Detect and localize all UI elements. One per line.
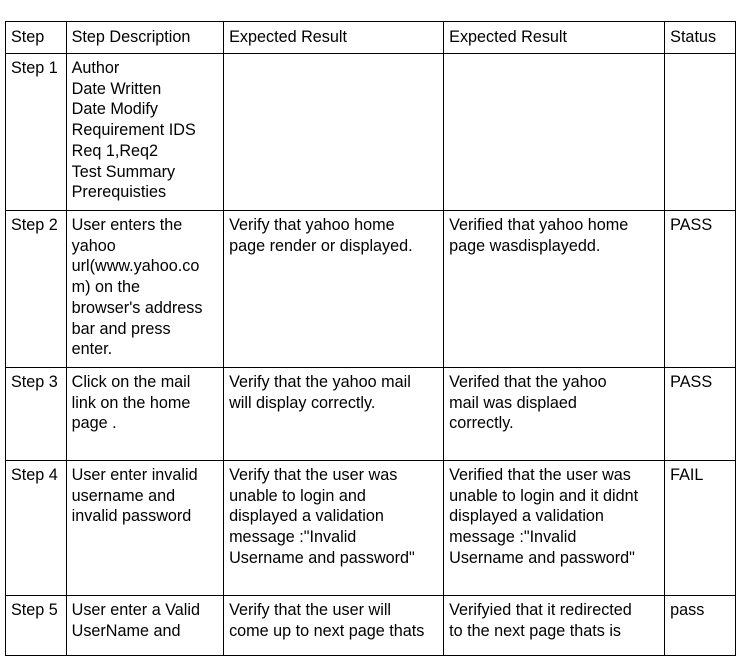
table-row-step-4 — [6, 461, 736, 596]
actual-cell — [444, 54, 665, 211]
test-case-table — [5, 21, 736, 656]
actual-cell: Verifyied that it redirected to the next page thats is — [444, 596, 665, 656]
expected-cell: Verify that yahoo home page render or displayed. — [224, 211, 444, 368]
expected-cell: Verify that the user will come up to next page thats — [224, 596, 444, 656]
step-cell: Step 2 — [6, 211, 67, 368]
table-row-step-3 — [6, 368, 736, 461]
step-cell: Step 4 — [6, 461, 67, 596]
step-cell: Step 5 — [6, 596, 67, 656]
status-cell: FAIL — [665, 461, 736, 596]
header-expected-result: Expected Result — [224, 22, 444, 54]
expected-cell: Verify that the yahoo mail will display correctly. — [224, 368, 444, 461]
description-cell: User enter invalid username and invalid password — [66, 461, 223, 596]
status-cell — [665, 54, 736, 211]
header-status: Status — [665, 22, 736, 54]
table-row-step-2 — [6, 211, 736, 368]
header-step-description: Step Description — [66, 22, 223, 54]
header-expected-result-2: Expected Result — [444, 22, 665, 54]
expected-cell: Verify that the user was unable to login and displayed a validation message :"Invalid Username and password" — [224, 461, 444, 596]
actual-cell: Verifed that the yahoo mail was displaed correctly. — [444, 368, 665, 461]
actual-cell: Verified that yahoo home page wasdisplayedd. — [444, 211, 665, 368]
actual-cell: Verified that the user was unable to login and it didnt displayed a validation message :"Invalid Username and password" — [444, 461, 665, 596]
step-cell: Step 3 — [6, 368, 67, 461]
header-step: Step — [6, 22, 67, 54]
status-cell: pass — [665, 596, 736, 656]
description-cell: Author Date Written Date Modify Requirement IDS Req 1,Req2 Test Summary Prerequisties — [66, 54, 223, 211]
status-cell: PASS — [665, 368, 736, 461]
description-cell: User enters the yahoo url(www.yahoo.co m) on the browser's address bar and press enter. — [66, 211, 223, 368]
status-cell: PASS — [665, 211, 736, 368]
step-cell: Step 1 — [6, 54, 67, 211]
expected-cell — [224, 54, 444, 211]
description-cell: User enter a Valid UserName and — [66, 596, 223, 656]
description-cell: Click on the mail link on the home page . — [66, 368, 223, 461]
table-row-step-1 — [6, 54, 736, 211]
header-row — [6, 22, 736, 54]
